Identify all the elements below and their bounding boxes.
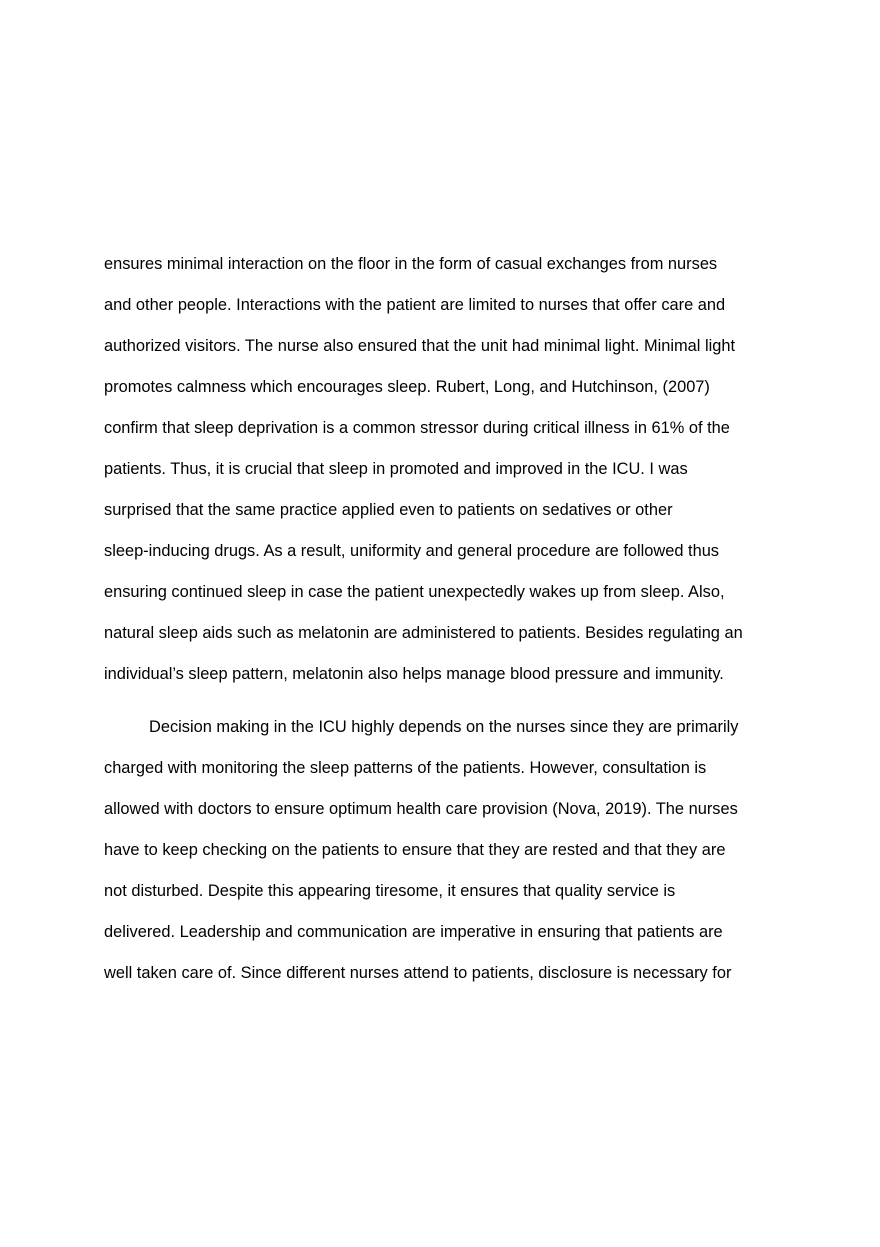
paragraph-2-line: charged with monitoring the sleep patterns of the patients. However, consultation is [104, 759, 707, 777]
paragraph-1 [104, 248, 804, 699]
paragraph-1-line: ensuring continued sleep in case the patient unexpectedly wakes up from sleep. Also, [104, 583, 725, 601]
paragraph-2-line: not disturbed. Despite this appearing tiresome, it ensures that quality service is [104, 882, 676, 900]
body-text [104, 248, 804, 998]
paragraph-spacer [104, 699, 804, 711]
paragraph-2-line: delivered. Leadership and communication are imperative in ensuring that patients are [104, 923, 723, 941]
paragraph-2-first-line: Decision making in the ICU highly depends on the nurses since they are primarily [149, 718, 739, 736]
paragraph-1-line: authorized visitors. The nurse also ensured that the unit had minimal light. Minimal light [104, 337, 736, 355]
paragraph-1-line: individual’s sleep pattern, melatonin also helps manage blood pressure and immunity. [104, 665, 724, 683]
paragraph-2-line: allowed with doctors to ensure optimum health care provision (Nova, 2019). The nurses [104, 800, 738, 818]
paragraph-1-line: patients. Thus, it is crucial that sleep in promoted and improved in the ICU. I was [104, 460, 688, 478]
paragraph-2-line: have to keep checking on the patients to ensure that they are rested and that they are [104, 841, 726, 859]
paragraph-1-line: surprised that the same practice applied even to patients on sedatives or other [104, 501, 673, 519]
paragraph-2-line: well taken care of. Since different nurses attend to patients, disclosure is necessary for [104, 964, 732, 982]
paragraph-1-line: confirm that sleep deprivation is a common stressor during critical illness in 61% of the [104, 419, 730, 437]
paragraph-1-line: and other people. Interactions with the patient are limited to nurses that offer care and [104, 296, 726, 314]
paragraph-1-line: promotes calmness which encourages sleep. Rubert, Long, and Hutchinson, (2007) [104, 378, 710, 396]
paragraph-1-line: natural sleep aids such as melatonin are administered to patients. Besides regulating an [104, 624, 743, 642]
paragraph-1-line: sleep-inducing drugs. As a result, uniformity and general procedure are followed thus [104, 542, 720, 560]
paragraph-1-line: ensures minimal interaction on the floor in the form of casual exchanges from nurses [104, 255, 718, 273]
paragraph-2 [104, 711, 804, 998]
